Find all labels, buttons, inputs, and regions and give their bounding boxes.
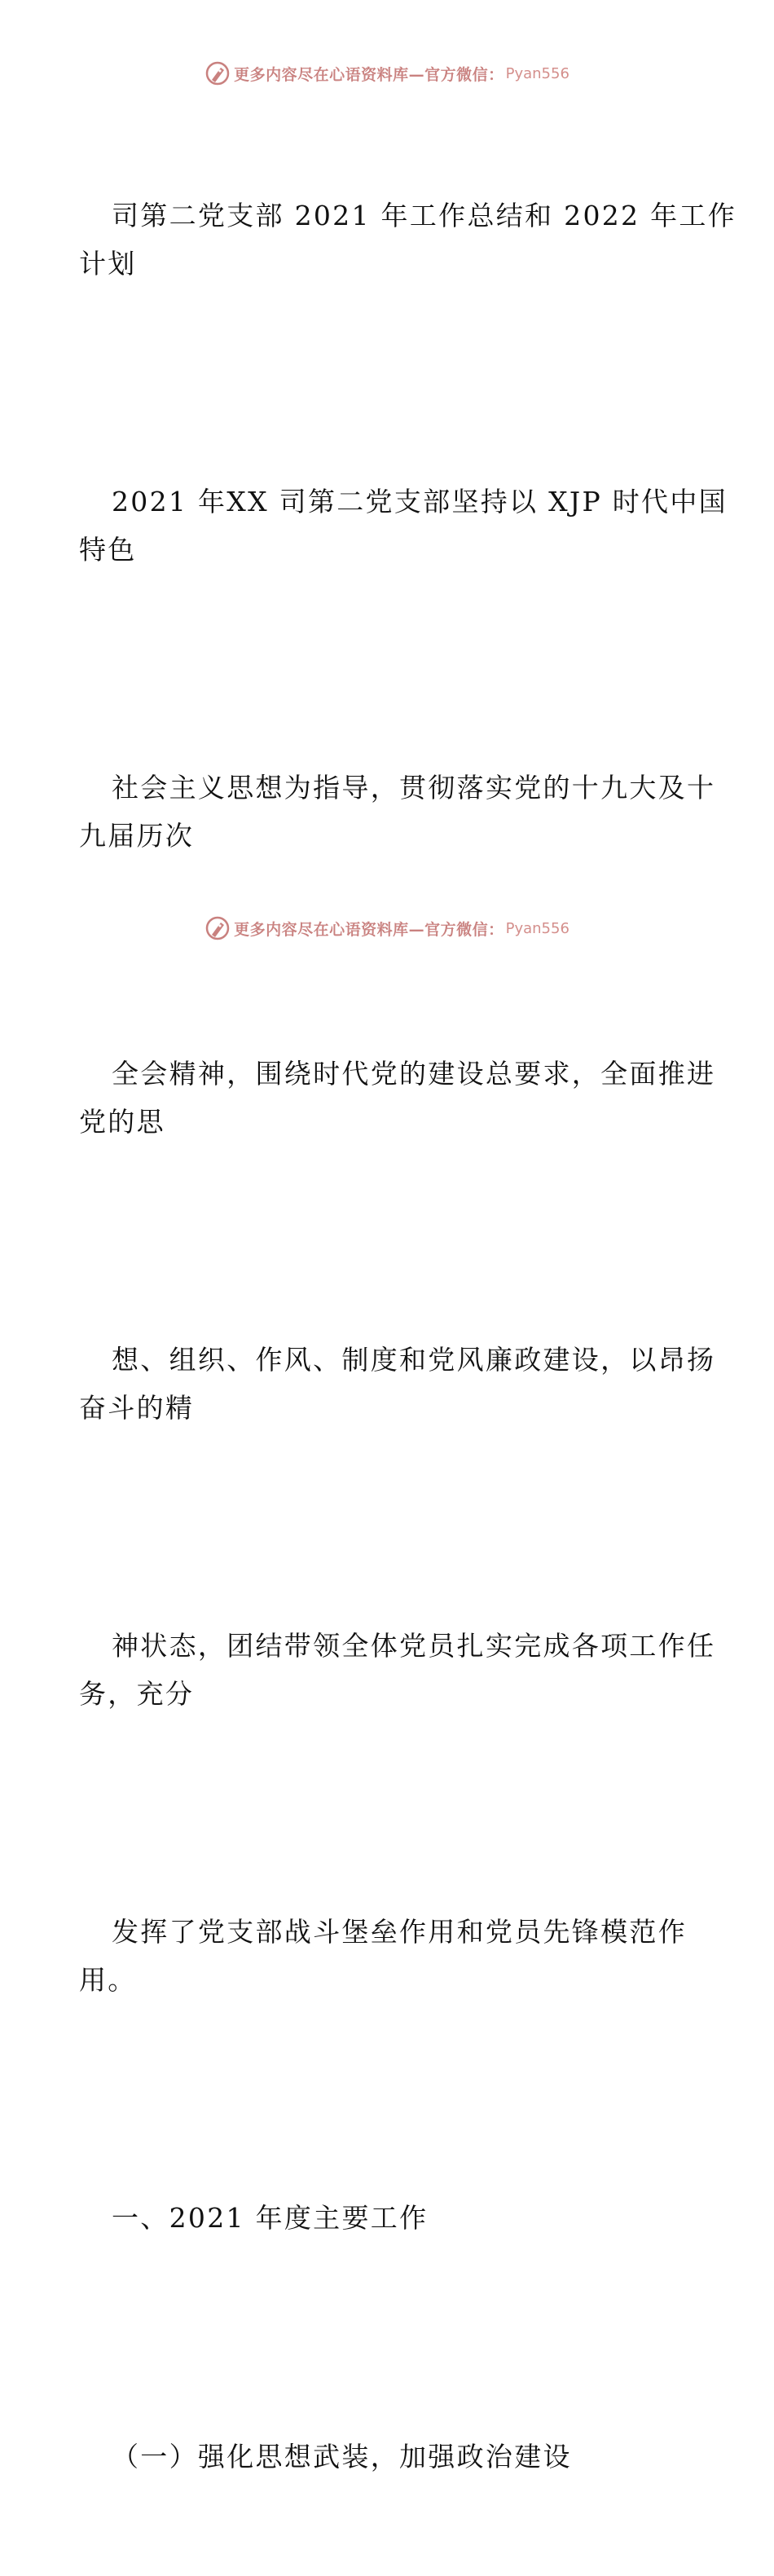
text-line: （一）强化思想武装，加强政治建设: [79, 2433, 695, 2481]
header-watermark: [0, 60, 774, 86]
paragraph: [79, 669, 695, 955]
watermark-text: 更多内容尽在心语资料库—官方微信：: [234, 918, 504, 940]
text-line: 务，充分: [79, 1671, 695, 1719]
watermark-contact: Pyan556: [506, 65, 570, 82]
paragraph: [79, 1241, 695, 1527]
footer-watermark: [0, 915, 774, 941]
paragraph: [79, 1813, 695, 2099]
text-line: 用。: [79, 1957, 695, 2005]
watermark-contact: Pyan556: [506, 920, 570, 937]
pen-nib-icon: [204, 60, 231, 86]
paragraph: [79, 1527, 695, 1813]
text-line: 奋斗的精: [79, 1385, 695, 1433]
text-line: 神状态，团结带领全体党员扎实完成各项工作任: [79, 1623, 695, 1671]
text-line: 司第二党支部 2021 年工作总结和 2022 年工作: [79, 192, 695, 240]
paragraph: [79, 955, 695, 1241]
text-line: 2021 年XX 司第二党支部坚持以 XJP 时代中国: [79, 478, 695, 526]
text-line: 党的思: [79, 1099, 695, 1147]
subsection-heading: [79, 2338, 695, 2576]
section-heading: [79, 2099, 695, 2338]
watermark-text: 更多内容尽在心语资料库—官方微信：: [234, 63, 504, 85]
document-body: [79, 97, 695, 2576]
paragraph: [79, 383, 695, 669]
pen-nib-icon: [204, 915, 231, 941]
text-line: 全会精神，围绕时代党的建设总要求，全面推进: [79, 1050, 695, 1099]
document-title: [79, 97, 695, 383]
text-line: 发挥了党支部战斗堡垒作用和党员先锋模范作: [79, 1909, 695, 1957]
text-line: 一、2021 年度主要工作: [79, 2195, 695, 2243]
text-line: 特色: [79, 526, 695, 575]
text-line: 想、组织、作风、制度和党风廉政建设，以昂扬: [79, 1336, 695, 1385]
text-line: 计划: [79, 240, 695, 288]
text-line: 社会主义思想为指导，贯彻落实党的十九大及十: [79, 764, 695, 812]
text-line: 九届历次: [79, 812, 695, 861]
